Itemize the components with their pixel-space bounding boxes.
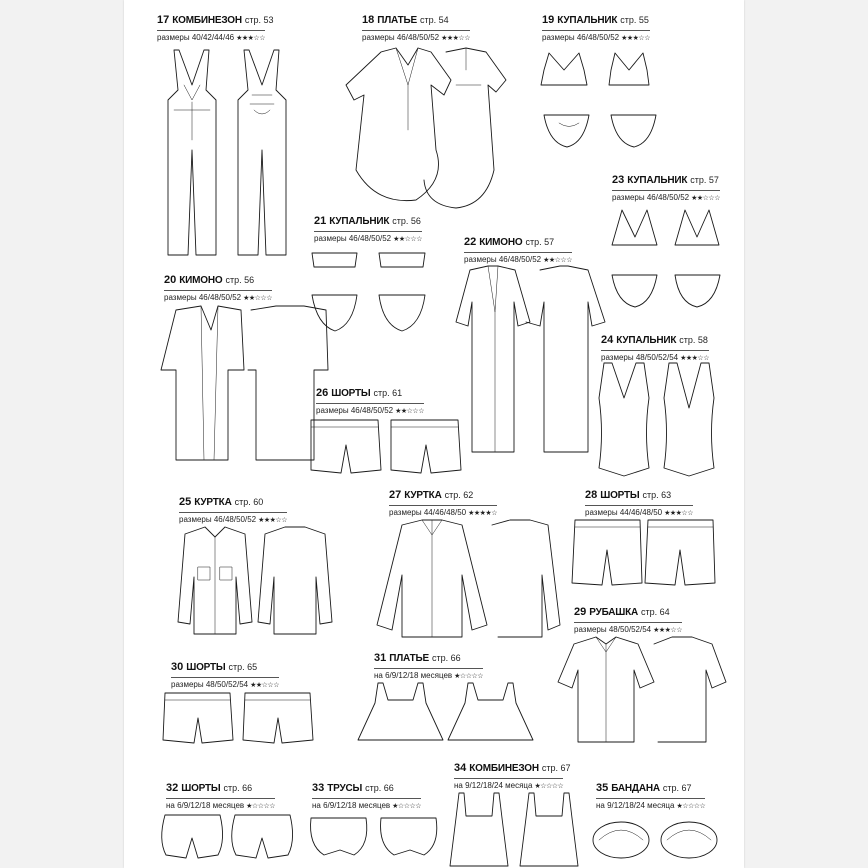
difficulty-stars: ★★★☆☆ [236, 35, 265, 42]
difficulty-stars: ★☆☆☆☆ [246, 803, 276, 810]
item-name: ШОРТЫ [331, 388, 371, 399]
shorts-sketch [306, 415, 466, 480]
item-sizes: размеры 46/48/50/52 [314, 234, 392, 243]
shirt-sketch [554, 632, 729, 747]
item-sizes: на 6/9/12/18 месяцев [374, 671, 453, 680]
item-19 [542, 12, 650, 45]
difficulty-stars: ★★☆☆☆ [393, 236, 422, 243]
jumpsuit-sketch [154, 40, 304, 260]
catalog-page [124, 0, 744, 868]
item-page: стр. 60 [234, 497, 264, 507]
difficulty-stars: ★★★☆☆ [621, 35, 650, 42]
item-page: стр. 64 [641, 607, 670, 617]
difficulty-stars: ★★☆☆☆ [250, 682, 279, 689]
item-name: КУРТКА [404, 490, 442, 501]
item-sizes-line [612, 190, 720, 204]
item-name: ШОРТЫ [600, 490, 640, 501]
item-number: 29 [574, 606, 587, 618]
item-sizes: на 6/9/12/18 месяцев [312, 801, 391, 810]
difficulty-stars: ★★★☆☆ [258, 517, 287, 524]
item-number: 35 [596, 782, 609, 794]
shorts-sketch [570, 515, 720, 590]
item-page: стр. 56 [392, 216, 421, 226]
item-sizes: размеры 46/48/50/52 [612, 193, 690, 202]
item-name: ПЛАТЬЕ [389, 653, 429, 664]
difficulty-stars: ★☆☆☆☆ [454, 673, 484, 680]
item-name: КУПАЛЬНИК [329, 216, 390, 227]
difficulty-stars: ★★★☆☆ [680, 355, 709, 362]
item-page: стр. 55 [620, 15, 649, 25]
difficulty-stars: ★★★★☆ [468, 510, 497, 517]
item-page: стр. 66 [431, 653, 461, 663]
item-page: стр. 58 [679, 335, 708, 345]
item-number: 20 [164, 274, 177, 286]
item-number: 28 [585, 489, 598, 501]
item-name: КОМБИНЕЗОН [172, 15, 242, 26]
item-page: стр. 56 [225, 275, 255, 285]
item-page: стр. 66 [365, 783, 394, 793]
swimsuit-sketch [607, 205, 732, 315]
item-name: ТРУСЫ [327, 783, 363, 794]
item-sizes: размеры 40/42/44/46 [157, 33, 235, 42]
item-sizes: размеры 46/48/50/52 [316, 406, 394, 415]
item-33 [312, 780, 421, 813]
item-number: 22 [464, 236, 477, 248]
item-page: стр. 53 [244, 15, 274, 25]
jacket-sketch [160, 522, 345, 647]
item-page: стр. 57 [525, 237, 555, 247]
item-sizes: размеры 46/48/50/52 [362, 33, 440, 42]
shorts-sketch [160, 688, 320, 748]
item-page: стр. 61 [373, 388, 403, 398]
item-32 [166, 780, 275, 813]
item-name: КИМОНО [479, 237, 523, 248]
item-page: стр. 67 [541, 763, 571, 773]
item-name: РУБАШКА [589, 607, 639, 618]
difficulty-stars: ★★★☆☆ [441, 35, 470, 42]
difficulty-stars: ★☆☆☆☆ [534, 783, 564, 790]
swimsuit-sketch [539, 45, 669, 155]
item-sizes: размеры 46/48/50/52 [542, 33, 620, 42]
item-page: стр. 66 [223, 783, 253, 793]
item-number: 34 [454, 762, 467, 774]
bandana-sketch [589, 810, 729, 865]
jacket-sketch [362, 515, 562, 645]
item-number: 17 [157, 14, 170, 26]
item-number: 21 [314, 215, 327, 227]
difficulty-stars: ★★★☆☆ [653, 627, 682, 634]
dress-sketch [336, 40, 511, 215]
difficulty-stars: ★★☆☆☆ [691, 195, 720, 202]
item-number: 19 [542, 14, 555, 26]
difficulty-stars: ★★★☆☆ [664, 510, 693, 517]
item-sizes: на 6/9/12/18 месяцев [166, 801, 245, 810]
item-sizes: размеры 46/48/50/52 [164, 293, 242, 302]
item-sizes: размеры 48/50/52/54 [601, 353, 679, 362]
item-number: 31 [374, 652, 387, 664]
item-page: стр. 67 [662, 783, 692, 793]
item-sizes-line [542, 30, 650, 44]
item-name: КОМБИНЕЗОН [469, 763, 539, 774]
item-number: 27 [389, 489, 402, 501]
difficulty-stars: ★★☆☆☆ [543, 257, 572, 264]
bloomers-sketch [306, 810, 446, 865]
item-number: 30 [171, 661, 184, 673]
item-sizes-line [314, 231, 422, 245]
item-number: 25 [179, 496, 192, 508]
item-name: ПЛАТЬЕ [377, 15, 417, 26]
item-page: стр. 63 [642, 490, 672, 500]
difficulty-stars: ★☆☆☆☆ [392, 803, 422, 810]
item-sizes: размеры 44/46/48/50 [389, 508, 467, 517]
item-sizes: размеры 44/46/48/50 [585, 508, 663, 517]
item-number: 33 [312, 782, 325, 794]
item-21 [314, 213, 422, 246]
romper-sketch [444, 788, 589, 868]
item-number: 24 [601, 334, 614, 346]
item-name: КУПАЛЬНИК [616, 335, 677, 346]
item-name: ШОРТЫ [181, 783, 221, 794]
item-number: 18 [362, 14, 375, 26]
item-sizes: размеры 48/50/52/54 [171, 680, 249, 689]
item-number: 23 [612, 174, 625, 186]
item-sizes: на 9/12/18/24 месяца [454, 781, 533, 790]
item-name: КИМОНО [179, 275, 223, 286]
item-sizes: размеры 46/48/50/52 [464, 255, 542, 264]
item-23 [612, 172, 720, 205]
item-name: КУПАЛЬНИК [627, 175, 688, 186]
item-sizes: на 9/12/18/24 месяца [596, 801, 675, 810]
difficulty-stars: ★★☆☆☆ [243, 295, 272, 302]
item-page: стр. 54 [419, 15, 449, 25]
item-page: стр. 65 [228, 662, 258, 672]
item-name: ШОРТЫ [186, 662, 226, 673]
item-name: КУРТКА [194, 497, 232, 508]
item-number: 32 [166, 782, 179, 794]
dress-sketch [358, 678, 538, 748]
item-page: стр. 57 [690, 175, 719, 185]
item-35 [596, 780, 705, 813]
difficulty-stars: ★★☆☆☆ [395, 408, 424, 415]
item-sizes: размеры 46/48/50/52 [179, 515, 257, 524]
item-page: стр. 62 [444, 490, 474, 500]
item-sizes: размеры 48/50/52/54 [574, 625, 652, 634]
item-26 [316, 385, 424, 418]
difficulty-stars: ★☆☆☆☆ [676, 803, 706, 810]
item-name: БАНДАНА [611, 783, 660, 794]
item-number: 26 [316, 387, 329, 399]
shorts-sketch [160, 810, 300, 865]
item-name: КУПАЛЬНИК [557, 15, 618, 26]
swimsuit-sketch [594, 358, 724, 483]
